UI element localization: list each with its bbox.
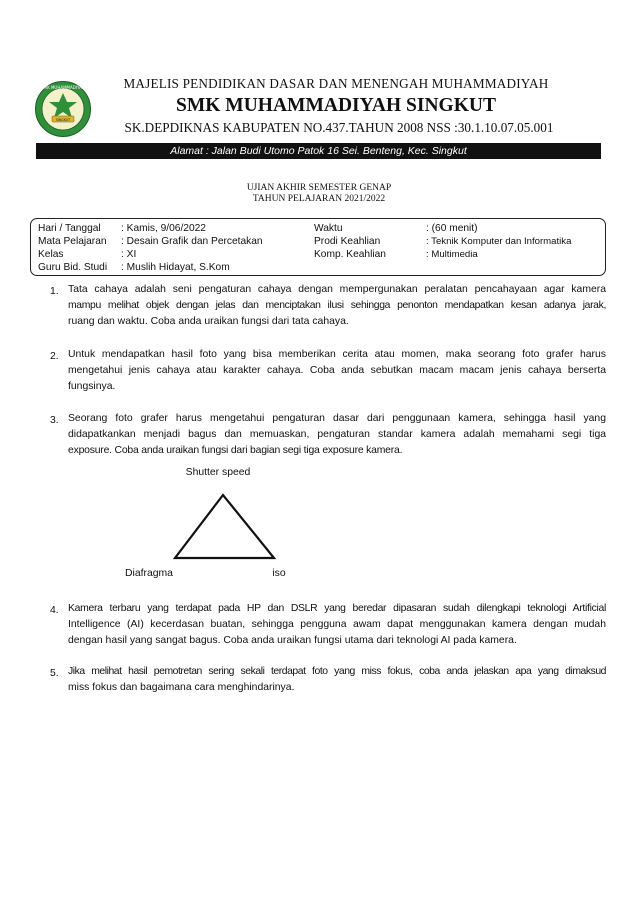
exposure-triangle (175, 495, 274, 558)
info-label: Mata Pelajaran (38, 236, 107, 247)
info-value: : Muslih Hidayat, S.Kom (121, 262, 230, 273)
question-line: didapatkankan menjadi bagus dan memuaskan, pengaturan standar kamera adalah memahami segi tiga (68, 429, 606, 441)
question-number: 4. (50, 605, 59, 616)
question-line: fungsinya. (68, 381, 116, 393)
diagram-left-label: Diafragma (125, 568, 173, 579)
org-name: MAJELIS PENDIDIKAN DASAR DAN MENENGAH MUHAMMADIYAH (123, 76, 549, 91)
question-line: dengan hasil yang sangat bagus. Coba anda uraikan fungsi utama dari teknologi AI pada kamera. (68, 635, 517, 647)
info-label: Hari / Tanggal (38, 223, 101, 234)
logo-text-top: SMK MUHAMMADIYAH (41, 85, 85, 90)
question-line: Intelligence (AI) kecerdasan buatan, sehingga pengguna awam dapat menggunakan kamera dengan mudah (68, 619, 606, 631)
info-label: Waktu (314, 223, 343, 234)
sk-number: SK.DEPDIKNAS KABUPATEN NO.437.TAHUN 2008 NSS :30.1.10.07.05.001 (124, 120, 554, 135)
question-5-text (68, 664, 606, 696)
diagram-right-label: iso (272, 568, 286, 579)
address-bar (36, 143, 601, 159)
question-number: 3. (50, 415, 59, 426)
question-2-text (68, 347, 606, 396)
info-label: Guru Bid. Studi (38, 262, 108, 273)
question-line: miss fokus dan bagaimana cara menghindarinya. (68, 682, 295, 694)
exam-title-line: UJIAN AKHIR SEMESTER GENAP (246, 183, 392, 193)
question-line: Tata cahaya adalah seni pengaturan cahaya dengan mempergunakan peralatan pencahayaan agar kamera (68, 284, 606, 295)
question-4-text (68, 601, 606, 650)
info-label: Prodi Keahlian (314, 236, 381, 247)
info-label: Komp. Keahlian (314, 249, 386, 260)
question-line: Seorang foto grafer harus mengetahui pengaturan dasar dari penggunaan kamera, sehingga hasil yang (68, 413, 606, 424)
question-number: 5. (50, 668, 59, 679)
info-value: : Kamis, 9/06/2022 (121, 223, 206, 234)
exposure-triangle-diagram (100, 462, 320, 582)
logo-text-bottom: SINGKUT (55, 118, 71, 122)
exam-info-box (30, 218, 606, 276)
info-value: : Teknik Komputer dan Informatika (426, 236, 572, 247)
question-line: Jika melihat hasil pemotretan sering sekali terdapat foto yang miss fokus, coba anda jelaskan apa yang dimaksud (68, 666, 606, 677)
info-value: : XI (121, 249, 137, 260)
question-1-text (68, 282, 606, 331)
question-line: exposure. Coba anda uraikan fungsi dari bagian segi tiga exposure kamera. (68, 445, 403, 457)
question-line: mengetahui jenis cahaya atau karakter cahaya. Coba anda sebutkan macam macam jenis cahaya berserta (68, 365, 606, 377)
info-value: : (60 menit) (426, 223, 478, 234)
question-line: ruang dan waktu. Coba anda uraikan fungsi dari tata cahaya. (68, 316, 349, 328)
question-line: Kamera terbaru yang terdapat pada HP dan DSLR yang beredar dipasaran sudah dilengkapi teknologi Artificial (68, 603, 606, 614)
school-name: SMK MUHAMMADIYAH SINGKUT (176, 95, 496, 116)
question-number: 1. (50, 286, 59, 297)
exam-title (0, 183, 638, 205)
question-line: mampu melihat objek dengan jelas dan menciptakan ilusi sehingga penonton mendapatkan kesan adanya jarak, (68, 300, 606, 312)
info-label: Kelas (38, 249, 64, 260)
question-number: 2. (50, 351, 59, 362)
address-text: Alamat : Jalan Budi Utomo Patok 16 Sei. Benteng, Kec. Singkut (170, 145, 467, 157)
question-line: Untuk mendapatkan hasil foto yang bisa memberikan cerita atau momen, maka seorang foto grafer harus (68, 349, 606, 360)
diagram-top-label: Shutter speed (185, 467, 251, 478)
question-3-text (68, 411, 606, 460)
info-value: : Desain Grafik dan Percetakan (121, 236, 263, 247)
exam-year-line: TAHUN PELAJARAN 2021/2022 (252, 194, 386, 204)
info-value: : Multimedia (426, 249, 478, 260)
